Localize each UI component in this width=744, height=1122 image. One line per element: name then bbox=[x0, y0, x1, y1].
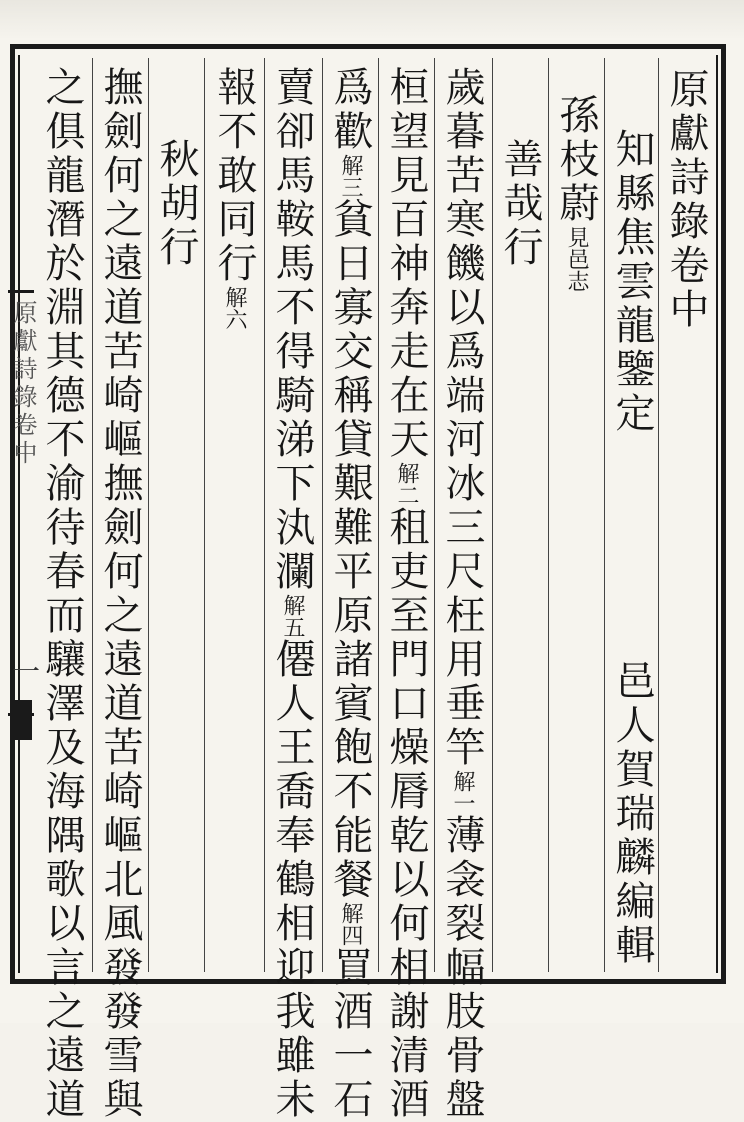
column-rule bbox=[148, 58, 149, 972]
column-rule bbox=[322, 58, 323, 972]
column-rule bbox=[264, 58, 265, 972]
poem-column-1: 歲暮苦寒饑以爲端河冰三尺枉用垂竿解一薄衾裂幅肢骨盤 bbox=[439, 66, 485, 1122]
verse-mark: 解三 bbox=[338, 154, 363, 198]
fold-page-number: 一 bbox=[12, 655, 41, 688]
column-rule bbox=[204, 58, 205, 972]
poem-column-2: 桓望見百神奔走在天解二租吏至門口燥脣乾以何相謝清酒 bbox=[383, 66, 429, 1122]
poem-author bbox=[553, 94, 599, 292]
verse-mark: 解六 bbox=[222, 286, 247, 330]
verse-mark: 解一 bbox=[450, 770, 475, 814]
poem2-title: 秋胡行 bbox=[153, 138, 199, 270]
fold-title: 原獻詩錄卷中 bbox=[9, 300, 37, 468]
poem2-column-2: 之俱龍潛於淵其德不渝待春而驤澤及海隅歌以言之遠道 bbox=[39, 66, 85, 1122]
column-rule bbox=[492, 58, 493, 972]
poem-title: 善哉行 bbox=[497, 138, 543, 270]
column-rule bbox=[92, 58, 93, 972]
verse-mark: 解五 bbox=[280, 594, 305, 638]
column-rule bbox=[658, 58, 659, 972]
reviewer-line: 知縣焦雲龍鑒定 bbox=[609, 128, 655, 436]
poem2-column-1: 撫劍何之遠道苦崎嶇撫劍何之遠道苦崎嶇北風發發雪與 bbox=[97, 66, 143, 1122]
verse-mark: 解二 bbox=[394, 462, 419, 506]
fish-tail-mark bbox=[10, 700, 32, 740]
author-note: 見邑志 bbox=[564, 226, 589, 292]
column-rule bbox=[604, 58, 605, 972]
column-rule bbox=[434, 58, 435, 972]
author-name: 孫枝蔚 bbox=[553, 94, 599, 226]
verse-mark: 解四 bbox=[338, 902, 363, 946]
column-rule bbox=[378, 58, 379, 972]
poem-column-5: 報不敢同行解六 bbox=[211, 66, 257, 330]
poem-column-3: 爲歡解三貧日寡交稱貸艱難平原諸賓飽不能餐解四買酒一石 bbox=[327, 66, 373, 1122]
poem-column-4: 賣卻馬鞍馬不得騎涕下汍瀾解五僊人王喬奉鶴相迎我雖未 bbox=[269, 66, 315, 1122]
compiler-line: 邑人賀瑞麟編輯 bbox=[609, 660, 655, 968]
column-rule bbox=[548, 58, 549, 972]
book-title: 原獻詩錄卷中 bbox=[663, 68, 709, 332]
page-top-bleed bbox=[0, 0, 744, 40]
